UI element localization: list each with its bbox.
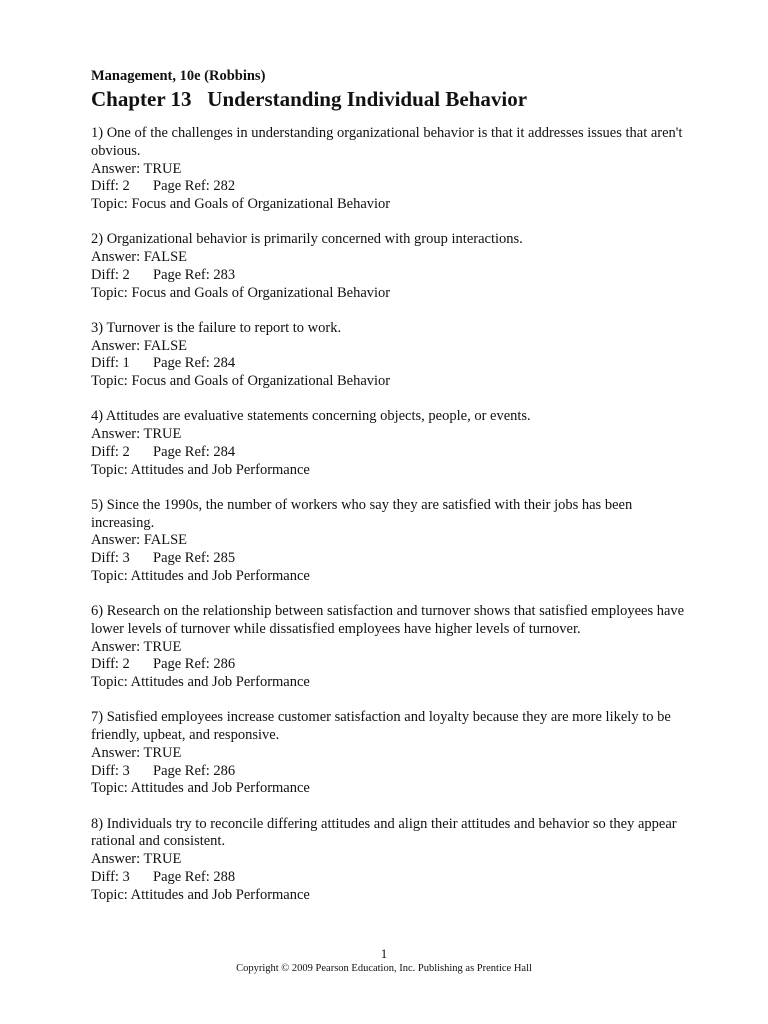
question-diff: Diff: 3 <box>91 550 130 567</box>
question-meta <box>91 178 691 196</box>
question-topic: Topic: Attitudes and Job Performance <box>91 780 310 797</box>
question-text: 8) Individuals try to reconcile differing attitudes and align their attitudes and behavior so they appear rational and consistent. <box>91 815 677 850</box>
copyright-notice: Copyright © 2009 Pearson Education, Inc. Publishing as Prentice Hall <box>236 963 532 974</box>
question-page-ref: Page Ref: 288 <box>153 868 236 885</box>
question-page-ref: Page Ref: 286 <box>153 762 236 779</box>
question-meta <box>91 550 691 568</box>
question-topic: Topic: Focus and Goals of Organizational Behavior <box>91 196 391 213</box>
question-diff: Diff: 2 <box>91 656 130 673</box>
question-topic: Topic: Attitudes and Job Performance <box>91 886 310 903</box>
question-page-ref: Page Ref: 283 <box>153 266 236 283</box>
question-diff: Diff: 1 <box>91 355 130 372</box>
question-answer: Answer: TRUE <box>91 160 182 177</box>
question-item <box>91 497 691 586</box>
question-item <box>91 603 691 692</box>
question-item <box>91 320 691 391</box>
question-text: 3) Turnover is the failure to report to work. <box>91 319 342 336</box>
question-page-ref: Page Ref: 284 <box>153 355 236 372</box>
question-topic: Topic: Focus and Goals of Organizational Behavior <box>91 284 391 301</box>
question-meta <box>91 355 691 373</box>
question-item <box>91 408 691 479</box>
question-text: 5) Since the 1990s, the number of workers who say they are satisfied with their jobs has been increasing. <box>91 496 633 531</box>
question-answer: Answer: TRUE <box>91 851 182 868</box>
question-meta <box>91 869 691 887</box>
question-diff: Diff: 2 <box>91 443 130 460</box>
question-topic: Topic: Focus and Goals of Organizational Behavior <box>91 373 391 390</box>
question-item <box>91 816 691 905</box>
question-text: 6) Research on the relationship between satisfaction and turnover shows that satisfied employees have lower levels of turnover while dissatisfied employees have higher levels of turnover. <box>91 603 685 637</box>
document-page <box>91 68 691 922</box>
question-page-ref: Page Ref: 282 <box>153 178 236 195</box>
question-item <box>91 709 691 798</box>
question-topic: Topic: Attitudes and Job Performance <box>91 674 310 691</box>
question-meta <box>91 656 691 674</box>
question-answer: Answer: FALSE <box>91 249 187 266</box>
question-answer: Answer: FALSE <box>91 532 187 549</box>
question-page-ref: Page Ref: 285 <box>153 550 236 567</box>
page-number: 1 <box>380 946 388 961</box>
question-diff: Diff: 3 <box>91 868 130 885</box>
question-answer: Answer: TRUE <box>91 638 182 655</box>
question-meta <box>91 267 691 285</box>
question-meta <box>91 444 691 462</box>
question-text: 1) One of the challenges in understanding organizational behavior is that it addresses issues that aren't obvious. <box>91 125 683 159</box>
question-diff: Diff: 3 <box>91 762 130 779</box>
question-item <box>91 231 691 302</box>
question-diff: Diff: 2 <box>91 178 130 195</box>
question-page-ref: Page Ref: 286 <box>153 656 236 673</box>
question-diff: Diff: 2 <box>91 266 130 283</box>
question-item <box>91 125 691 214</box>
question-answer: Answer: TRUE <box>91 426 182 443</box>
question-text: 4) Attitudes are evaluative statements concerning objects, people, or events. <box>91 408 531 425</box>
question-meta <box>91 763 691 781</box>
question-text: 7) Satisfied employees increase customer satisfaction and loyalty because they are more likely to be friendly, upbeat, and responsive. <box>91 709 671 744</box>
question-page-ref: Page Ref: 284 <box>153 443 236 460</box>
question-text: 2) Organizational behavior is primarily concerned with group interactions. <box>91 231 523 248</box>
question-topic: Topic: Attitudes and Job Performance <box>91 461 310 478</box>
book-title: Management, 10e (Robbins) <box>91 68 266 84</box>
question-topic: Topic: Attitudes and Job Performance <box>91 567 310 584</box>
chapter-title: Chapter 13 Understanding Individual Behavior <box>91 87 528 111</box>
question-answer: Answer: FALSE <box>91 337 187 354</box>
question-answer: Answer: TRUE <box>91 744 182 761</box>
